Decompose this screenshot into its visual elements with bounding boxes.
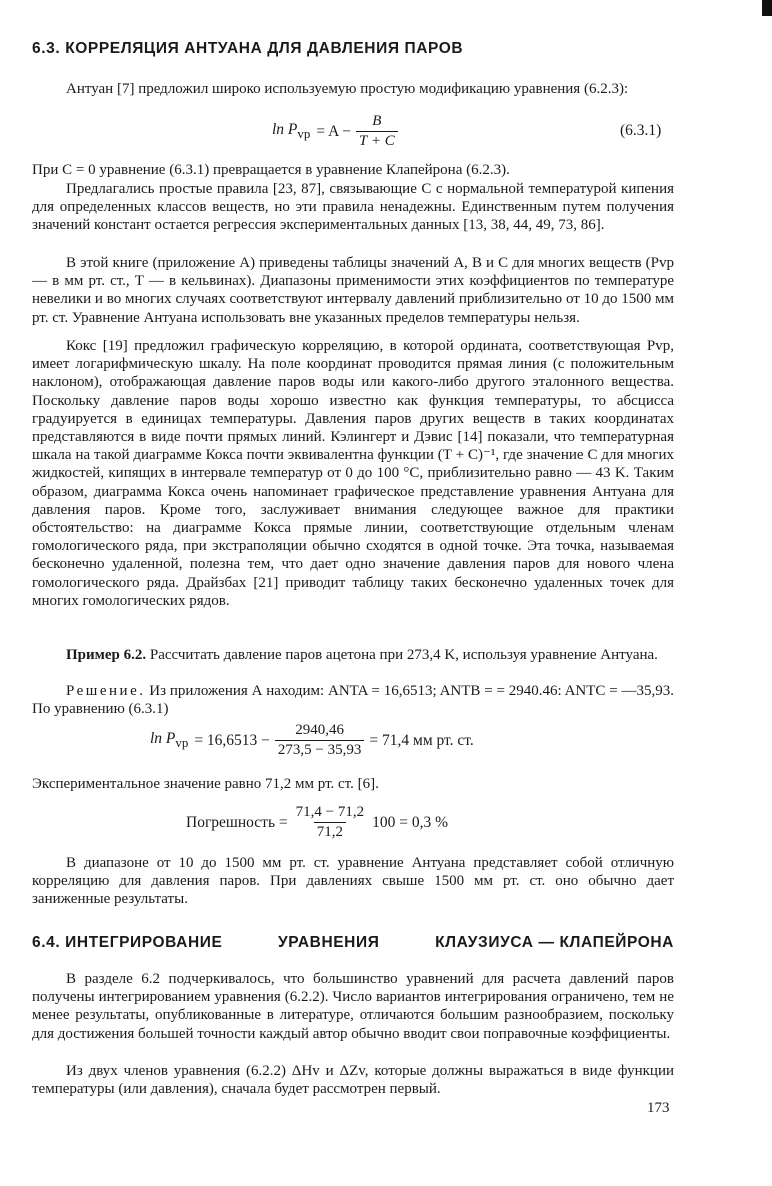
heading-part-1: 6.4. ИНТЕГРИРОВАНИЕ [32,934,223,951]
section-title: КОРРЕЛЯЦИЯ АНТУАНА ДЛЯ ДАВЛЕНИЯ ПАРОВ [65,40,464,57]
error-fraction [293,804,367,841]
calc-denominator: 273,5 − 35,93 [275,740,364,759]
paragraph-clapeyron: При C = 0 уравнение (6.3.1) превращается в уравнение Клапейрона (6.2.3). [32,162,510,178]
paragraph-integration: В разделе 6.2 подчеркивалось, что большинство уравнений для расчета давлений паров получены интегрированием уравнения (6.2.2). Число вариантов интегрирования ограничено, тем не менее результаты, опубликованные в литературе, отличаются большим разнообразием, поскольку для достижения большей точности каждый автор обычно вводит свои поправочные коэффициенты. [32,971,674,1042]
page-number: 173 [647,1100,670,1116]
section-number: 6.3. [32,40,61,57]
error-result: 100 = 0,3 % [372,813,449,831]
example-label: Пример 6.2. [66,647,147,663]
solution-text: Из приложения А находим: ANTA = 16,6513; ANTB = = 2940.46: ANTC = —35,93. По уравнению (6.3.1) [32,683,674,718]
error-denominator: 71,2 [314,822,346,841]
section-heading-6-4 [32,934,674,952]
solution-paragraph [32,682,674,718]
paragraph-range: В диапазоне от 10 до 1500 мм рт. ст. уравнение Антуана представляет собой отличную корреляцию для давления паров. При давлениях свыше 1500 мм рт. ст. оно обычно дает заниженные результаты. [32,855,674,908]
section-heading-6-3 [32,40,738,58]
paragraph-cox: Кокс [19] предложил графическую корреляцию, в которой ордината, соответствующая Pvp, имеет логарифмическую шкалу. На поле координат проводится прямая линия (с положительным наклоном), отображающая давление паров воды или какого-либо другого эталонного вещества. Поскольку давление паров воды хорошо известно как функция температуры, то абсцисса градуируется в единицах температуры. Давления паров других веществ в таких координатах представляются в виде почти прямых линий. Кэлингерт и Дэвис [14] показали, что температурная шкала на такой диаграмме Кокса почти эквивалентна функции (T + C)⁻¹, где значение C для многих жидкостей, кипящих в интервале температур от 0 до 100 °C, приблизительно равно — 43 K. Таким образом, диаграмма Кокса очень напоминает графическое представление уравнения Антуана для давления паров. Кроме того, заслуживает внимания следующее важное для практики обстоятельство: на диаграмме Кокса прямые линии, соответствующие отдельным членам гомологического ряда, при экстраполяции обычно сходятся в одной точке. Эта точка, называемая бесконечно удаленной, полезна тем, что дает одно значение давления паров для нового члена гомологического ряда. Драйзбах [21] приводит таблицу таких бесконечно удаленных точек для многих гомологических рядов. [32,338,674,609]
calc-lhs: $\ln P_{vp}$ [150,729,189,751]
error-numerator: 71,4 − 71,2 [295,804,365,820]
corner-mark [762,0,772,16]
heading-part-2: УРАВНЕНИЯ [278,934,380,951]
equation-number: (6.3.1) [620,122,662,139]
paragraph-appendix: В этой книге (приложение А) приведены таблицы значений A, B и C для многих веществ (Pvp — в мм рт. ст., T — в кельвинах). Диапазоны применимости этих коэффициентов по температуре невелики и во многих случаях соответствуют интервалу давлений приблизительно от 10 до 1500 мм рт. ст. Уравнение Антуана использовать вне указанных пределов температуры нельзя. [32,255,674,326]
antoine-equation [272,113,403,150]
eq-fraction [356,113,398,150]
eq-numerator: B [372,113,382,129]
error-label: Погрешность = [186,813,288,831]
error-equation [186,804,448,841]
solution-label: Решение. [66,683,146,699]
calc-fraction [275,722,364,759]
calc-numerator: 2940,46 [295,722,345,738]
eq-mid: = A − [316,122,352,140]
eq-lhs: $\ln P_{vp}$ [272,120,311,142]
paragraph-rules: Предлагались простые правила [23, 87], связывающие C с нормальной температурой кипения для определенных классов веществ, но эти правила ненадежны. Единственным путем получения значений констант остается регрессия экспериментальных данных [13, 38, 44, 49, 73, 86]. [32,181,674,234]
experimental-value: Экспериментальное значение равно 71,2 мм рт. ст. [6]. [32,776,379,792]
example-paragraph [32,646,674,664]
intro-paragraph: Антуан [7] предложил широко используемую простую модификацию уравнения (6.2.3): [66,81,629,97]
example-text: Рассчитать давление паров ацетона при 273,4 K, используя уравнение Антуана. [149,647,658,663]
calc-result: = 71,4 мм рт. ст. [369,731,474,749]
eq-denominator: T + C [356,131,398,150]
paragraph-terms: Из двух членов уравнения (6.2.2) ΔHv и ΔZv, которые должны выражаться в виде функции температуры (или давления), сначала будет рассмотрен первый. [32,1063,674,1098]
calculation-equation [150,722,474,759]
heading-part-3: КЛАУЗИУСА — КЛАПЕЙРОНА [435,934,674,951]
calc-mid: = 16,6513 − [194,731,270,749]
